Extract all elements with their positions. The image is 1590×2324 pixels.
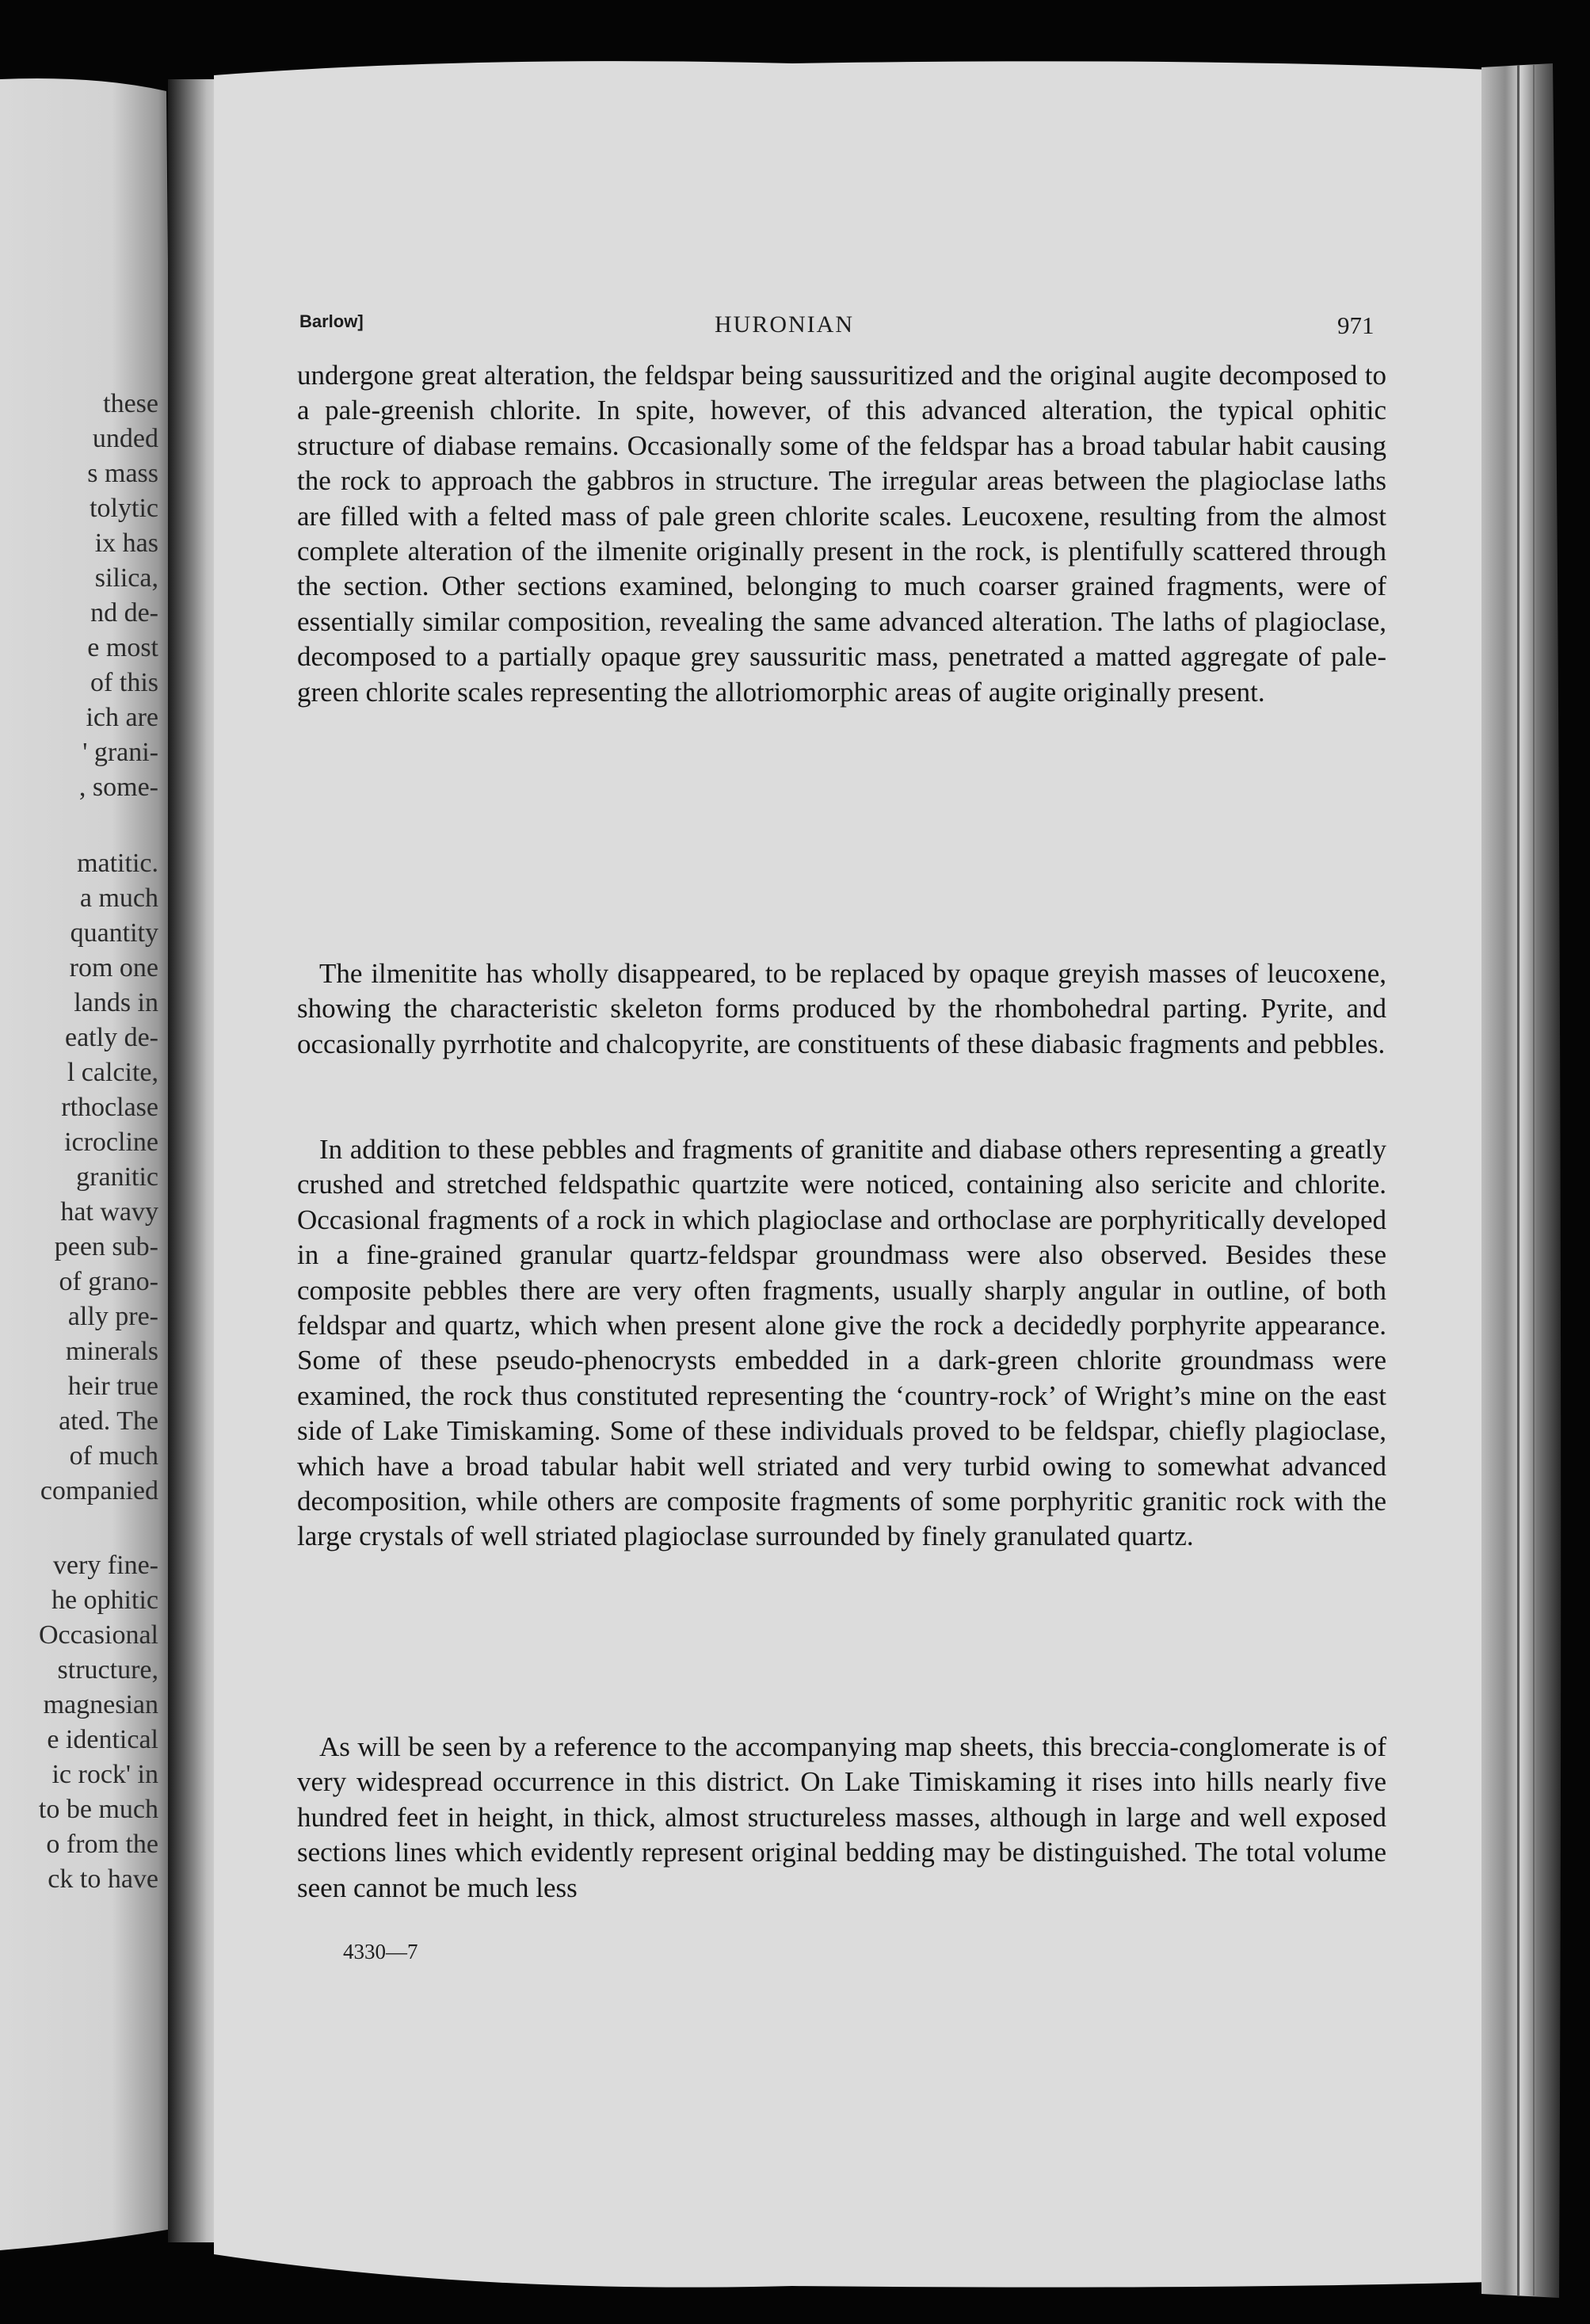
left-page-line: a much: [79, 883, 158, 913]
left-page-line: ally pre-: [67, 1302, 158, 1331]
left-page-line: e most: [87, 633, 158, 662]
left-page-line: eatly de-: [65, 1023, 158, 1052]
left-page-line: ich are: [86, 703, 158, 732]
left-page-line: icrocline: [64, 1128, 158, 1157]
paragraph-3: [297, 1132, 1386, 1555]
left-page-line: o from the: [46, 1830, 158, 1859]
left-page-line: nd de-: [90, 598, 158, 628]
left-page-line: he ophitic: [51, 1586, 158, 1615]
paragraph-4: [297, 1730, 1386, 1906]
left-page-line: ' grani-: [82, 738, 158, 767]
paragraph-1: [297, 358, 1386, 710]
left-page-line: to be much: [38, 1795, 158, 1824]
page-number: 971: [1337, 311, 1375, 339]
left-page-line: ck to have: [48, 1864, 158, 1894]
left-page-line: magnesian: [43, 1690, 158, 1719]
left-page-line: structure,: [57, 1655, 158, 1685]
left-page-line: granitic: [76, 1162, 158, 1192]
left-page-line: ix has: [94, 529, 158, 558]
signature-mark: 4330—7: [343, 1940, 418, 1963]
paragraph-text: The ilmenitite has wholly disappeared, to be replaced by opaque greyish masses of leucoxene, showing the characteristic skeleton forms produced by the rhombohedral parting. Pyrite, and occasionally pyrrhotite and chalcopyrite, are constituents of these diabasic fragments and pebbles.: [297, 958, 1386, 1059]
left-page-line: these: [103, 389, 158, 418]
left-page-line: heir true: [67, 1372, 158, 1401]
left-page-line: l calcite,: [67, 1058, 158, 1087]
page: [190, 75, 1497, 2278]
left-page-line: hat wavy: [60, 1197, 158, 1227]
left-page-line: e identical: [47, 1725, 158, 1754]
left-page-line: ic rock' in: [51, 1760, 158, 1789]
left-page-line: of this: [90, 668, 158, 697]
left-page-line: companied: [40, 1476, 158, 1505]
left-page-line: very fine-: [52, 1551, 158, 1580]
paragraph-text: In addition to these pebbles and fragments of granitite and diabase others representing a greatly crushed and stretched feldspathic quartzite were noticed, containing also sericite and chlorite. Occasional fragments of a rock in which plagioclase and orthoclase are porphyritically developed in a fine-grained granular quartz-feldspar groundmass were also observed. Besides these composite pebbles there are very often fragments, usually sharply angular in outline, of both feldspar and quartz, which when present alone give the rock a decidedly porphyrite appearance. Some of these pseudo-phenocrysts embedded in a dark-green chlorite groundmass were examined, the rock thus constituted representing the ‘country-rock’ of Wright’s mine on the east side of Lake Timiskaming. Some of these individuals proved to be feldspar, chiefly plagioclase, which have a broad tabular habit well striated and very turbid owing to somewhat advanced decomposition, while others are composite fragments of some porphyritic granitic rock with the large crystals of well striated plagioclase surrounded by finely granulated quartz.: [297, 1134, 1386, 1552]
paragraph-2: [297, 956, 1386, 1062]
left-page-line: matitic.: [77, 849, 158, 878]
running-head-author: Barlow]: [299, 311, 364, 331]
left-page-line: unded: [92, 424, 158, 453]
left-page-line: rthoclase: [61, 1093, 158, 1122]
running-head-title: HURONIAN: [715, 311, 854, 338]
left-page-line: tolytic: [90, 494, 158, 523]
left-page-line: minerals: [65, 1337, 158, 1366]
left-page-line: s mass: [87, 459, 158, 488]
left-page-line: ated. The: [59, 1406, 158, 1436]
paragraph-text: As will be seen by a reference to the accompanying map sheets, this breccia-conglomerate is of very widespread occurrence in this district. On Lake Timiskaming it rises into hills nearly five hundred feet in height, in thick, almost structureless masses, although in large and well exposed sections lines which evidently represent original bedding may be distinguished. The total volume seen cannot be much less: [297, 1731, 1386, 1903]
left-page-line: silica,: [94, 563, 158, 593]
left-page-line: peen sub-: [54, 1232, 158, 1261]
left-page-line: quantity: [70, 918, 158, 948]
paragraph-text: undergone great alteration, the feldspar being saussuritized and the original augite decomposed to a pale-greenish chlorite. In spite, however, of this advanced alteration, the typical ophitic structure of diabase remains. Occasionally some of the feldspar has a broad tabular habit causing the rock to approach the gabbros in structure. The irregular areas between the plagioclase laths are filled with a felted mass of pale green chlorite scales. Leucoxene, resulting from the almost complete alteration of the ilmenite originally present in the rock, is plentifully scattered through the section. Other sections examined, belonging to much coarser grained fragments, were of essentially similar composition, revealing the same advanced alteration. The laths of plagioclase, decomposed to a partially opaque grey saussuritic mass, penetrated a matted aggregate of pale-green chlorite scales representing the allotriomorphic areas of augite originally present.: [297, 360, 1386, 708]
left-page-line: rom one: [69, 953, 158, 983]
left-page-line: , some-: [78, 773, 158, 802]
left-page-line: Occasional: [38, 1620, 158, 1650]
left-page-line: of grano-: [59, 1267, 158, 1296]
left-page-line: of much: [69, 1441, 158, 1471]
left-page-line: lands in: [74, 988, 158, 1017]
